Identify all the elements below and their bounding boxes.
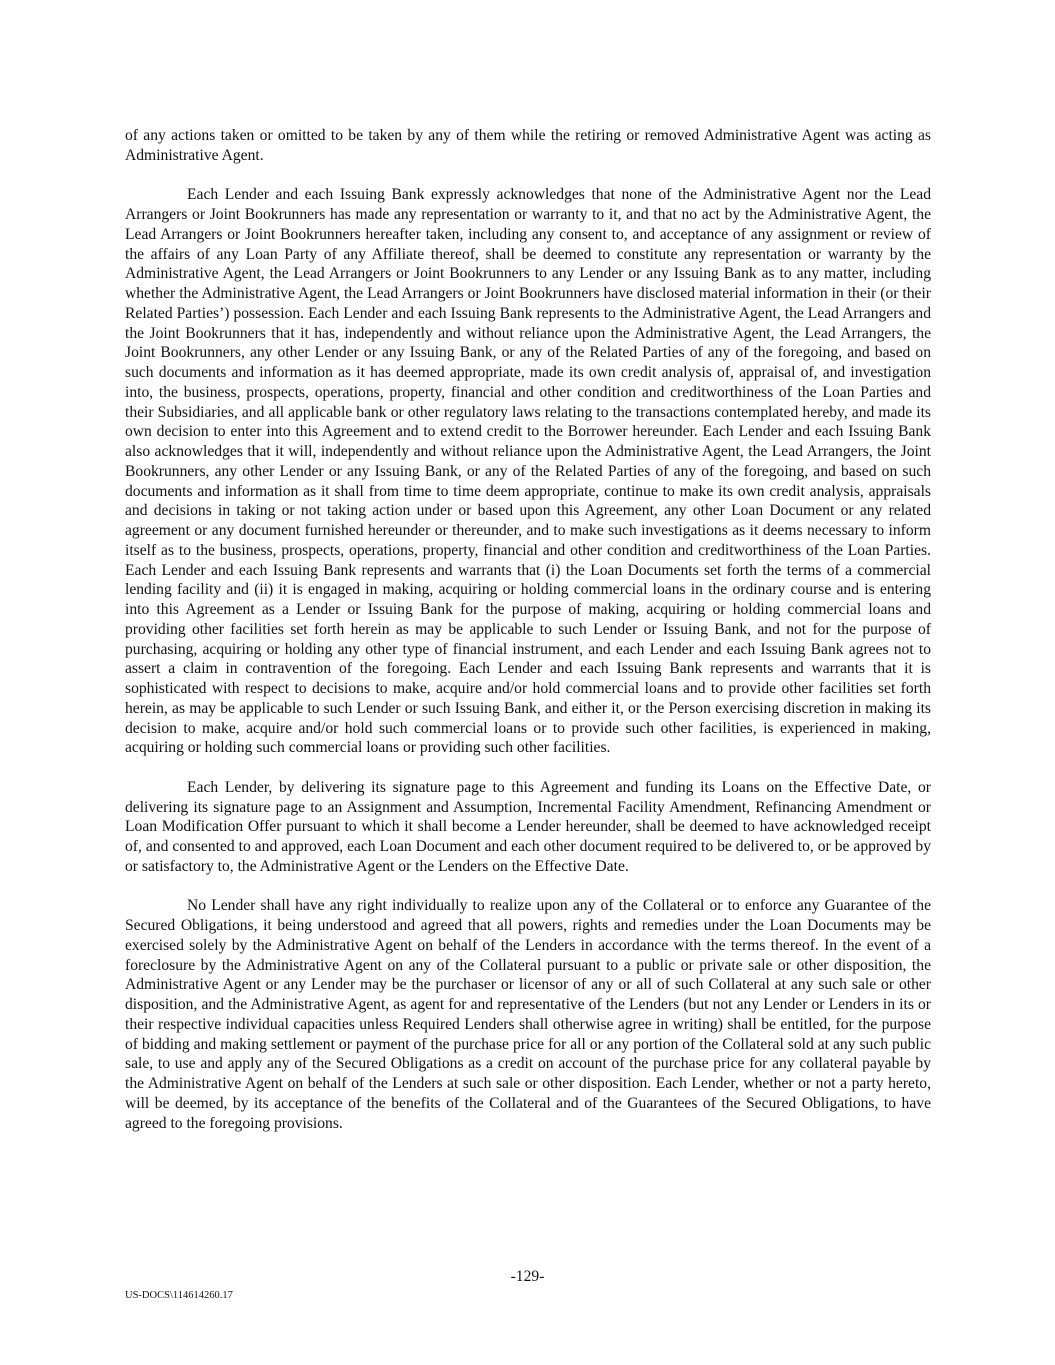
paragraph-lender-acknowledgement: Each Lender and each Issuing Bank expressly acknowledges that none of the Administrative Agent nor the Lead Arrangers or Joint Bookrunners has made any representation or warranty to it, and that no act by the Administrative Agent, the Lead Arrangers or Joint Bookrunners hereafter taken, including any consent to, and acceptance of any assignment or review of the affairs of any Loan Party of any Affiliate thereof, shall be deemed to constitute any representation or warranty by the Administrative Agent, the Lead Arrangers or Joint Bookrunners to any Lender or any Issuing Bank as to any matter, including whether the Administrative Agent, the Lead Arrangers or Joint Bookrunners have disclosed material information in their (or their Related Parties’) possession. Each Lender and each Issuing Bank represents to the Administrative Agent, the Lead Arrangers and the Joint Bookrunners that it has, independently and without reliance upon the Administrative Agent, the Lead Arrangers, the Joint Bookrunners, any other Lender or any Issuing Bank, or any of the Related Parties of any of the foregoing, and based on such documents and information as it has deemed appropriate, made its own credit analysis of, appraisal of, and investigation into, the business, prospects, operations, property, financial and other condition and creditworthiness of the Loan Parties and their Subsidiaries, and all applicable bank or other regulatory laws relating to the transactions contemplated hereby, and made its own decision to enter into this Agreement and to extend credit to the Borrower hereunder. Each Lender and each Issuing Bank also acknowledges that it will, independently and without reliance upon the Administrative Agent, the Lead Arrangers, the Joint Bookrunners, any other Lender or any Issuing Bank, or any of the Related Parties of any of the foregoing, and based on such documents and information as it shall from time to time deem appropriate, continue to make its own credit analysis, appraisals and decisions in taking or not taking action under or based upon this Agreement, any other Loan Document or any related agreement or any document furnished hereunder or thereunder, and to make such investigations as it deems necessary to inform itself as to the business, prospects, operations, property, financial and other condition and creditworthiness of the Loan Parties. Each Lender and each Issuing Bank represents and warrants that (i) the Loan Documents set forth the terms of a commercial lending facility and (ii) it is engaged in making, acquiring or holding commercial loans in the ordinary course and is entering into this Agreement as a Lender or Issuing Bank for the purpose of making, acquiring or holding commercial loans and providing other facilities set forth herein as may be applicable to such Lender or Issuing Bank, and not for the purpose of purchasing, acquiring or holding any other type of financial instrument, and each Lender and each Issuing Bank agrees not to assert a claim in contravention of the foregoing. Each Lender and each Issuing Bank represents and warrants that it is sophisticated with respect to decisions to make, acquire and/or hold commercial loans and to provide other facilities set forth herein, as may be applicable to such Lender or such Issuing Bank, and either it, or the Person exercising discretion in making its decision to make, acquire and/or hold such commercial loans or to provide such other facilities, is experienced in making, acquiring or holding such commercial loans or providing such other facilities. xyxy=(125,186,931,757)
document-id: US-DOCS\114614260.17 xyxy=(125,1290,233,1301)
document-body xyxy=(125,126,931,1153)
paragraph-signature-delivery: Each Lender, by delivering its signature page to this Agreement and funding its Loans on the Effective Date, or delivering its signature page to an Assignment and Assumption, Incremental Facility Amendment, Refinancing Amendment or Loan Modification Offer pursuant to which it shall become a Lender hereunder, shall be deemed to have acknowledged receipt of, and consented to and approved, each Loan Document and each other document required to be delivered to, or be approved by or satisfactory to, the Administrative Agent or the Lenders on the Effective Date. xyxy=(125,778,931,875)
paragraph-continuation: of any actions taken or omitted to be taken by any of them while the retiring or removed Administrative Agent was acting as Administrative Agent. xyxy=(125,127,931,164)
paragraph-collateral-rights: No Lender shall have any right individually to realize upon any of the Collateral or to enforce any Guarantee of the Secured Obligations, it being understood and agreed that all powers, rights and remedies under the Loan Documents may be exercised solely by the Administrative Agent on behalf of the Lenders in accordance with the terms thereof. In the event of a foreclosure by the Administrative Agent on any of the Collateral pursuant to a public or private sale or other disposition, the Administrative Agent or any Lender may be the purchaser or licensor of any or all of such Collateral at any such sale or other disposition, and the Administrative Agent, as agent for and representative of the Lenders (but not any Lender or Lenders in its or their respective individual capacities unless Required Lenders shall otherwise agree in writing) shall be entitled, for the purpose of bidding and making settlement or payment of the purchase price for all or any portion of the Collateral sold at any such public sale, to use and apply any of the Secured Obligations as a credit on account of the purchase price for any collateral payable by the Administrative Agent on behalf of the Lenders at such sale or other disposition. Each Lender, whether or not a party hereto, will be deemed, by its acceptance of the benefits of the Collateral and of the Guarantees of the Secured Obligations, to have agreed to the foregoing provisions. xyxy=(125,897,931,1132)
page-number: -129- xyxy=(510,1268,545,1285)
